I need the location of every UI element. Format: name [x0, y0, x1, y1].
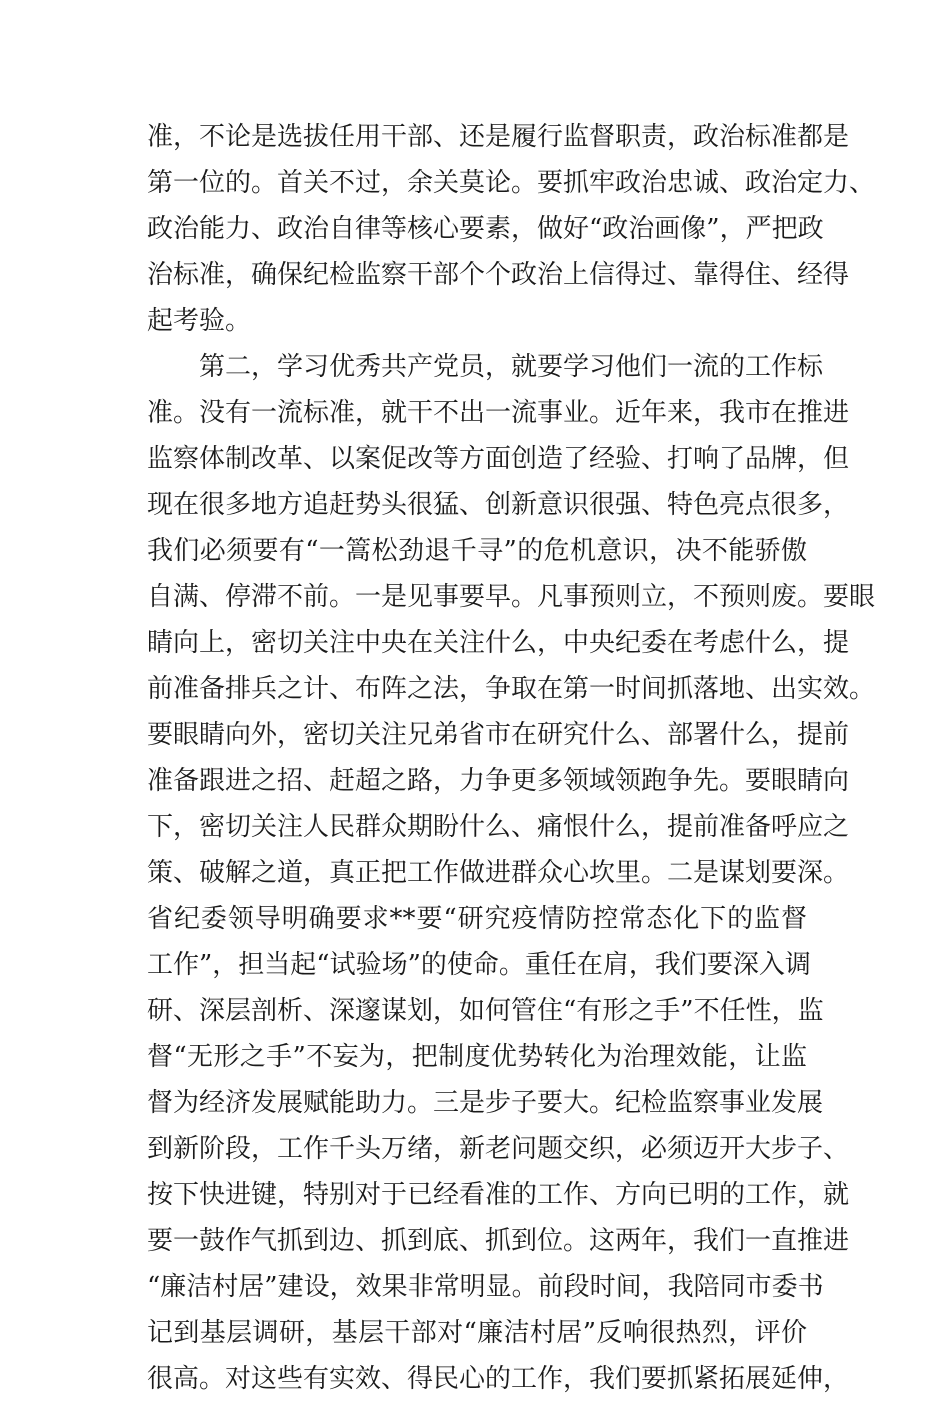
text-line: 督为经济发展赋能助力。三是步子要大。纪检监察事业发展: [147, 1088, 824, 1118]
text-line: 前准备排兵之计、布阵之法，争取在第一时间抓落地、出实效。: [147, 674, 876, 704]
text-line: 我们必须要有“一篙松劲退千寻”的危机意识，决不能骄傲: [147, 536, 807, 566]
text-line: 策、破解之道，真正把工作做进群众心坎里。二是谋划要深。: [147, 858, 850, 888]
text-line: 准备跟进之招、赶超之路，力争更多领域领跑争先。要眼睛向: [147, 766, 850, 796]
text-line: 下，密切关注人民群众期盼什么、痛恨什么，提前准备呼应之: [147, 812, 850, 842]
text-line: “廉洁村居”建设，效果非常明显。前段时间，我陪同市委书: [147, 1272, 824, 1302]
text-line: 很高。对这些有实效、得民心的工作，我们要抓紧拓展延伸，: [147, 1364, 850, 1394]
text-line: 监察体制改革、以案促改等方面创造了经验、打响了品牌，但: [147, 444, 850, 474]
text-line: 按下快进键，特别对于已经看准的工作、方向已明的工作，就: [147, 1180, 850, 1210]
text-line: 工作”，担当起“试验场”的使命。重任在肩，我们要深入调: [147, 950, 811, 980]
text-line: 省纪委领导明确要求**要“研究疫情防控常态化下的监督: [147, 904, 807, 934]
text-line: 第一位的。首关不过，余关莫论。要抓牢政治忠诚、政治定力、: [147, 168, 876, 198]
text-line: 政治能力、政治自律等核心要素，做好“政治画像”，严把政: [147, 214, 824, 244]
text-line: 治标准，确保纪检监察干部个个政治上信得过、靠得住、经得: [147, 260, 850, 290]
text-line: 自满、停滞不前。一是见事要早。凡事预则立，不预则废。要眼: [147, 582, 876, 612]
text-line: 准，不论是选拔任用干部、还是履行监督职责，政治标准都是: [147, 122, 850, 152]
text-line: 要一鼓作气抓到边、抓到底、抓到位。这两年，我们一直推进: [147, 1226, 850, 1256]
text-line: 准。没有一流标准，就干不出一流事业。近年来，我市在推进: [147, 398, 850, 428]
text-line: 研、深层剖析、深邃谋划，如何管住“有形之手”不任性，监: [147, 996, 824, 1026]
document-body: [147, 114, 876, 1402]
text-line: 记到基层调研，基层干部对“廉洁村居”反响很热烈，评价: [147, 1318, 807, 1348]
text-line: 起考验。: [147, 306, 252, 336]
text-line: 现在很多地方追赶势头很猛、创新意识很强、特色亮点很多，: [147, 490, 850, 520]
text-line: 要眼睛向外，密切关注兄弟省市在研究什么、部署什么，提前: [147, 720, 850, 750]
text-line: 睛向上，密切关注中央在关注什么，中央纪委在考虑什么，提: [147, 628, 850, 658]
paragraph-start-line: 第二，学习优秀共产党员，就要学习他们一流的工作标: [199, 352, 824, 382]
text-line: 督“无形之手”不妄为，把制度优势转化为治理效能，让监: [147, 1042, 807, 1072]
text-line: 到新阶段，工作千头万绪，新老问题交织，必须迈开大步子、: [147, 1134, 850, 1164]
